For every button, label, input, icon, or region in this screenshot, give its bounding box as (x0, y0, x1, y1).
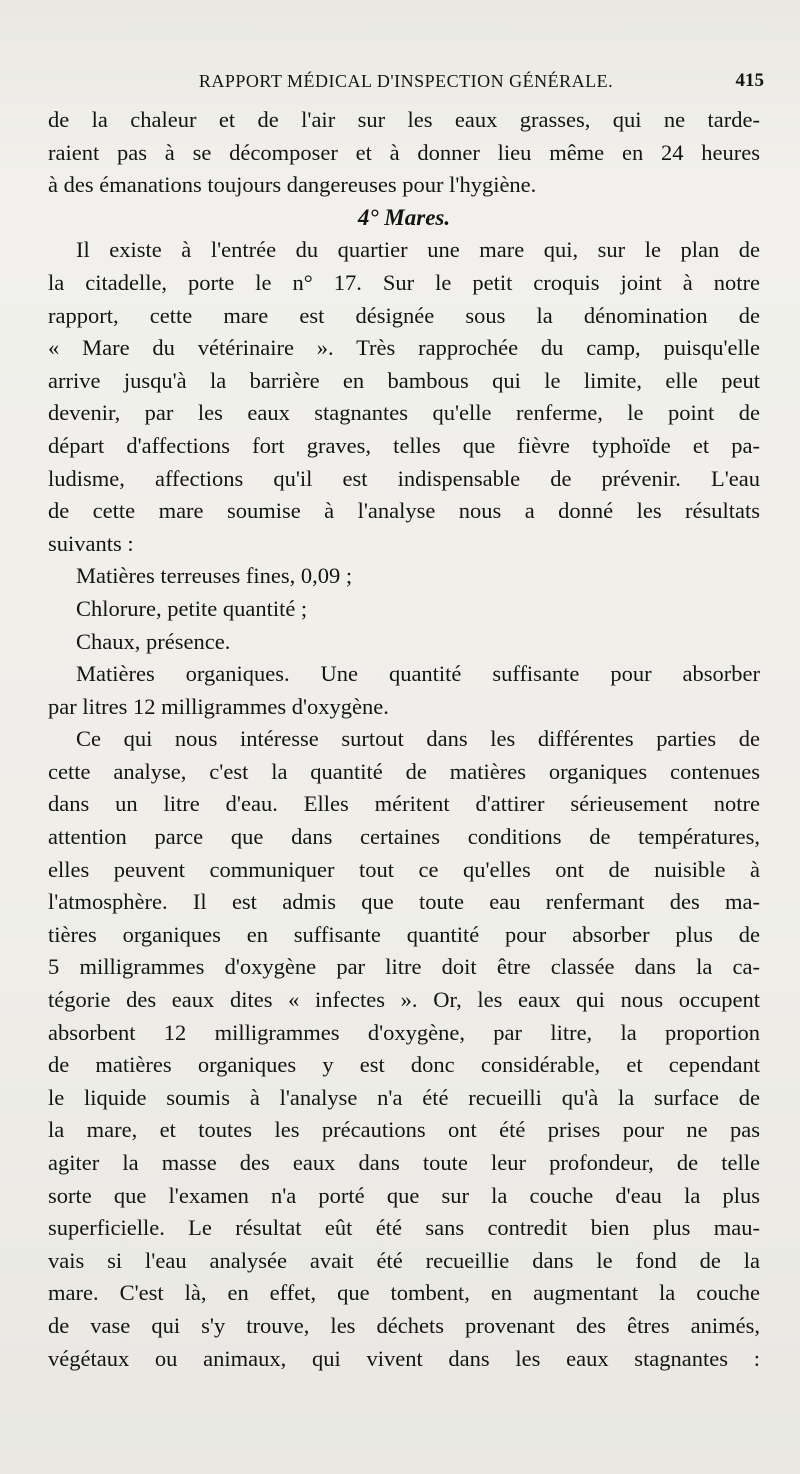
text-line: départ d'affections fort graves, telles que fièvre typhoïde et pa- (48, 432, 760, 458)
text-line: le liquide soumis à l'analyse n'a été recueilli qu'à la surface de (48, 1084, 760, 1110)
text-line: arrive jusqu'à la barrière en bambous qui le limite, elle peut (48, 367, 760, 393)
text-line: vais si l'eau analysée avait été recueillie dans le fond de la (48, 1247, 760, 1273)
text-line: par litres 12 milligrammes d'oxygène. (48, 693, 389, 719)
text-line: Chlorure, petite quantité ; (76, 595, 308, 621)
text-line: superficielle. Le résultat eût été sans contredit bien plus mau- (48, 1215, 760, 1241)
text-line: à des émanations toujours dangereuses pour l'hygiène. (48, 172, 537, 198)
text-line: elles peuvent communiquer tout ce qu'elles ont de nuisible à (48, 856, 760, 882)
text-line: Ce qui nous intéresse surtout dans les différentes parties de (76, 726, 760, 752)
text-line: sorte que l'examen n'a porté que sur la couche d'eau la plus (48, 1182, 760, 1208)
text-line: ludisme, affections qu'il est indispensable de prévenir. L'eau (48, 465, 760, 491)
text-line: « Mare du vétérinaire ». Très rapprochée du camp, puisqu'elle (48, 335, 760, 361)
text-line: végétaux ou animaux, qui vivent dans les eaux stagnantes : (48, 1345, 760, 1371)
text-line: Matières organiques. Une quantité suffisante pour absorber (76, 661, 760, 687)
text-line: agiter la masse des eaux dans toute leur profondeur, de telle (48, 1150, 760, 1175)
text-line: la mare, et toutes les précautions ont été prises pour ne pas (48, 1117, 760, 1143)
text-line: rapport, cette mare est désignée sous la dénomination de (48, 302, 760, 328)
text-line: Chaux, présence. (76, 628, 231, 654)
text-line: tégorie des eaux dites « infectes ». Or, les eaux qui nous occupent (48, 987, 760, 1013)
text-line: dans un litre d'eau. Elles méritent d'attirer sérieusement notre (48, 791, 760, 817)
text-line: suivants : (48, 530, 134, 556)
text-line: de cette mare soumise à l'analyse nous a donné les résultats (48, 498, 760, 524)
text-line: devenir, par les eaux stagnantes qu'elle renferme, le point de (48, 400, 760, 426)
text-line: 5 milligrammes d'oxygène par litre doit être classée dans la ca- (48, 954, 760, 980)
text-line: raient pas à se décomposer et à donner lieu même en 24 heures (48, 139, 760, 165)
text-line: Il existe à l'entrée du quartier une mare qui, sur le plan de (76, 237, 760, 263)
text-line: la citadelle, porte le n° 17. Sur le petit croquis joint à notre (48, 269, 760, 295)
text-line: l'atmosphère. Il est admis que toute eau renfermant des ma- (48, 889, 760, 915)
text-line: de vase qui s'y trouve, les déchets provenant des êtres animés, (48, 1312, 760, 1338)
section-heading: 4° Mares. (357, 204, 451, 230)
text-line: attention parce que dans certaines conditions de températures, (48, 824, 760, 850)
body-text (48, 104, 760, 1375)
text-line: mare. C'est là, en effet, que tombent, en augmentant la couche (48, 1280, 760, 1306)
page-number: 415 (735, 70, 764, 91)
text-line: absorbent 12 milligrammes d'oxygène, par litre, la proportion (48, 1019, 760, 1045)
running-title: RAPPORT MÉDICAL D'INSPECTION GÉNÉRALE. (198, 71, 614, 91)
text-line: cette analyse, c'est la quantité de matières organiques contenues (48, 758, 760, 784)
text-line: Matières terreuses fines, 0,09 ; (76, 563, 353, 589)
text-line: de matières organiques y est donc considérable, et cependant (48, 1052, 760, 1078)
text-line: tières organiques en suffisante quantité pour absorber plus de (48, 921, 760, 947)
text-line: de la chaleur et de l'air sur les eaux grasses, qui ne tarde- (48, 107, 760, 132)
page-header (48, 66, 764, 96)
